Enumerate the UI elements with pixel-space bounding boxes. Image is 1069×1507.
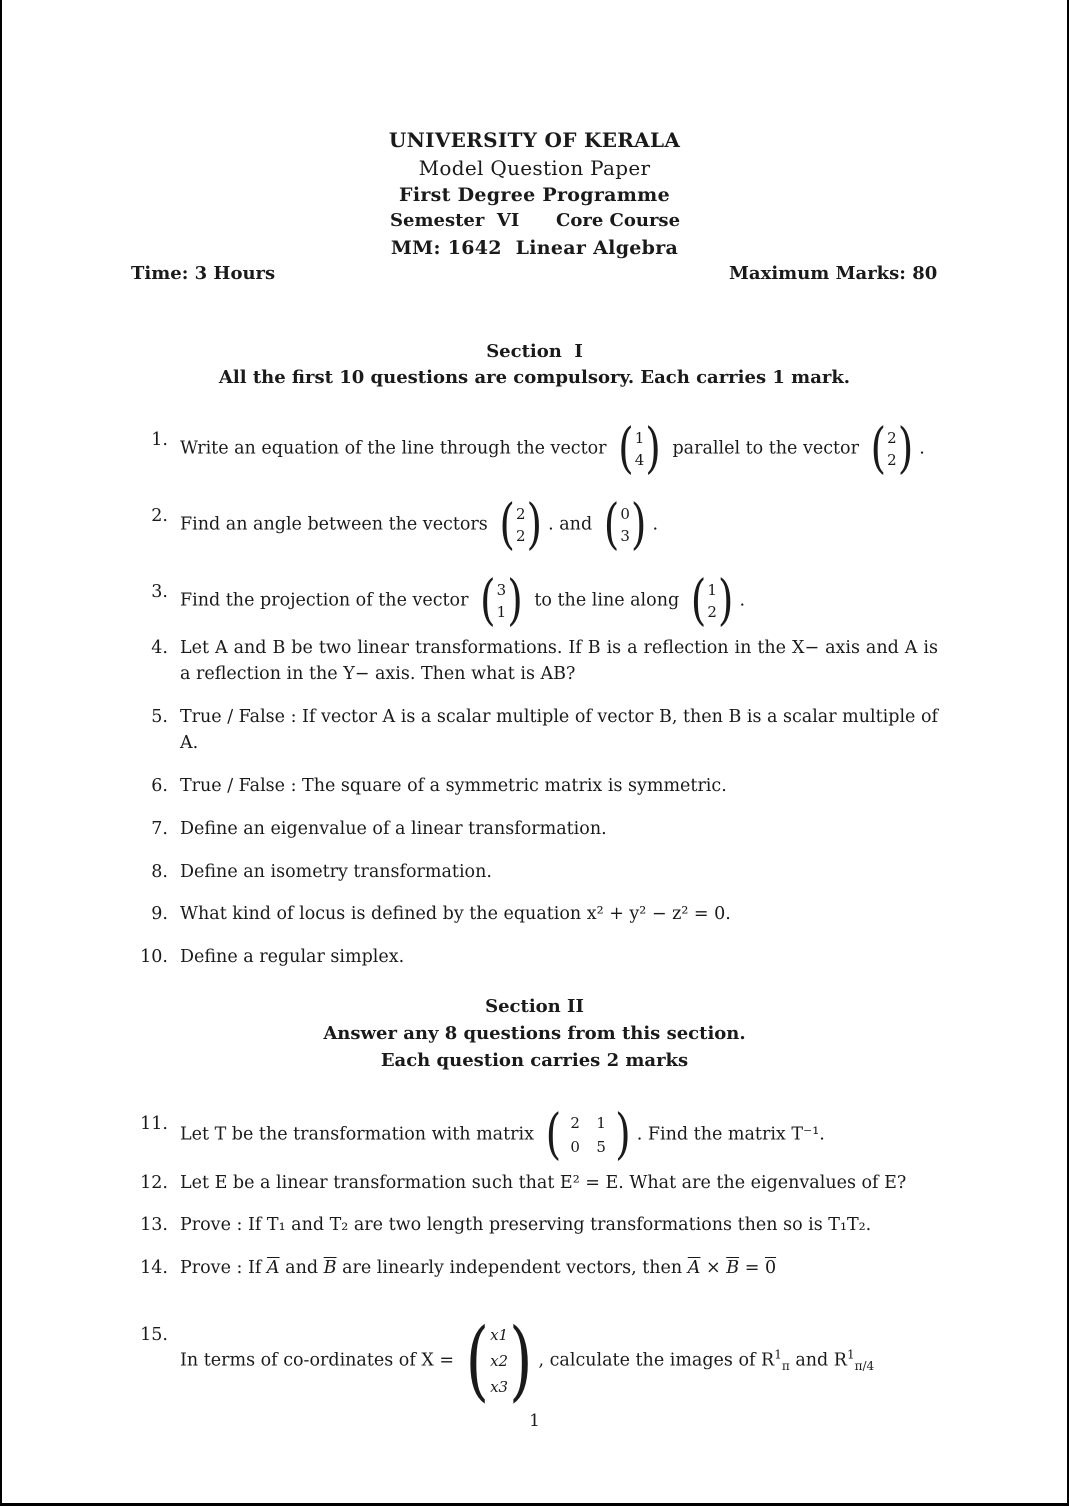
course: Core Course: [556, 210, 681, 231]
section2-instruction-1: Answer any 8 questions from this section.: [323, 1023, 746, 1044]
section2-title: Section II: [485, 996, 584, 1017]
matrix: ( 2 1 0 5 ): [545, 1103, 631, 1167]
section1-title: Section I: [486, 341, 583, 362]
coordinate-vector: (x1 x2 x3): [465, 1310, 533, 1412]
section1-instruction: All the first 10 questions are compulsory. Each carries 1 mark.: [218, 367, 851, 388]
subject: MM: 1642 Linear Algebra: [390, 237, 679, 259]
page-number: 1: [529, 1411, 540, 1431]
vector: (1 4): [618, 417, 661, 481]
time: Time: 3 Hours: [131, 263, 276, 284]
vector: (3 1): [480, 569, 523, 633]
vector: (2 2): [499, 493, 543, 557]
vector: (2 2): [870, 417, 914, 481]
section2-instruction-2: Each question carries 2 marks: [380, 1050, 689, 1071]
vector: (0 3): [603, 493, 647, 557]
university-title: UNIVERSITY OF KERALA: [388, 128, 681, 152]
vector: (1 2): [690, 569, 734, 633]
paper-type: Model Question Paper: [418, 156, 651, 180]
semester: Semester VI: [390, 210, 520, 231]
programme: First Degree Programme: [399, 184, 670, 206]
max-marks: Maximum Marks: 80: [729, 263, 938, 284]
